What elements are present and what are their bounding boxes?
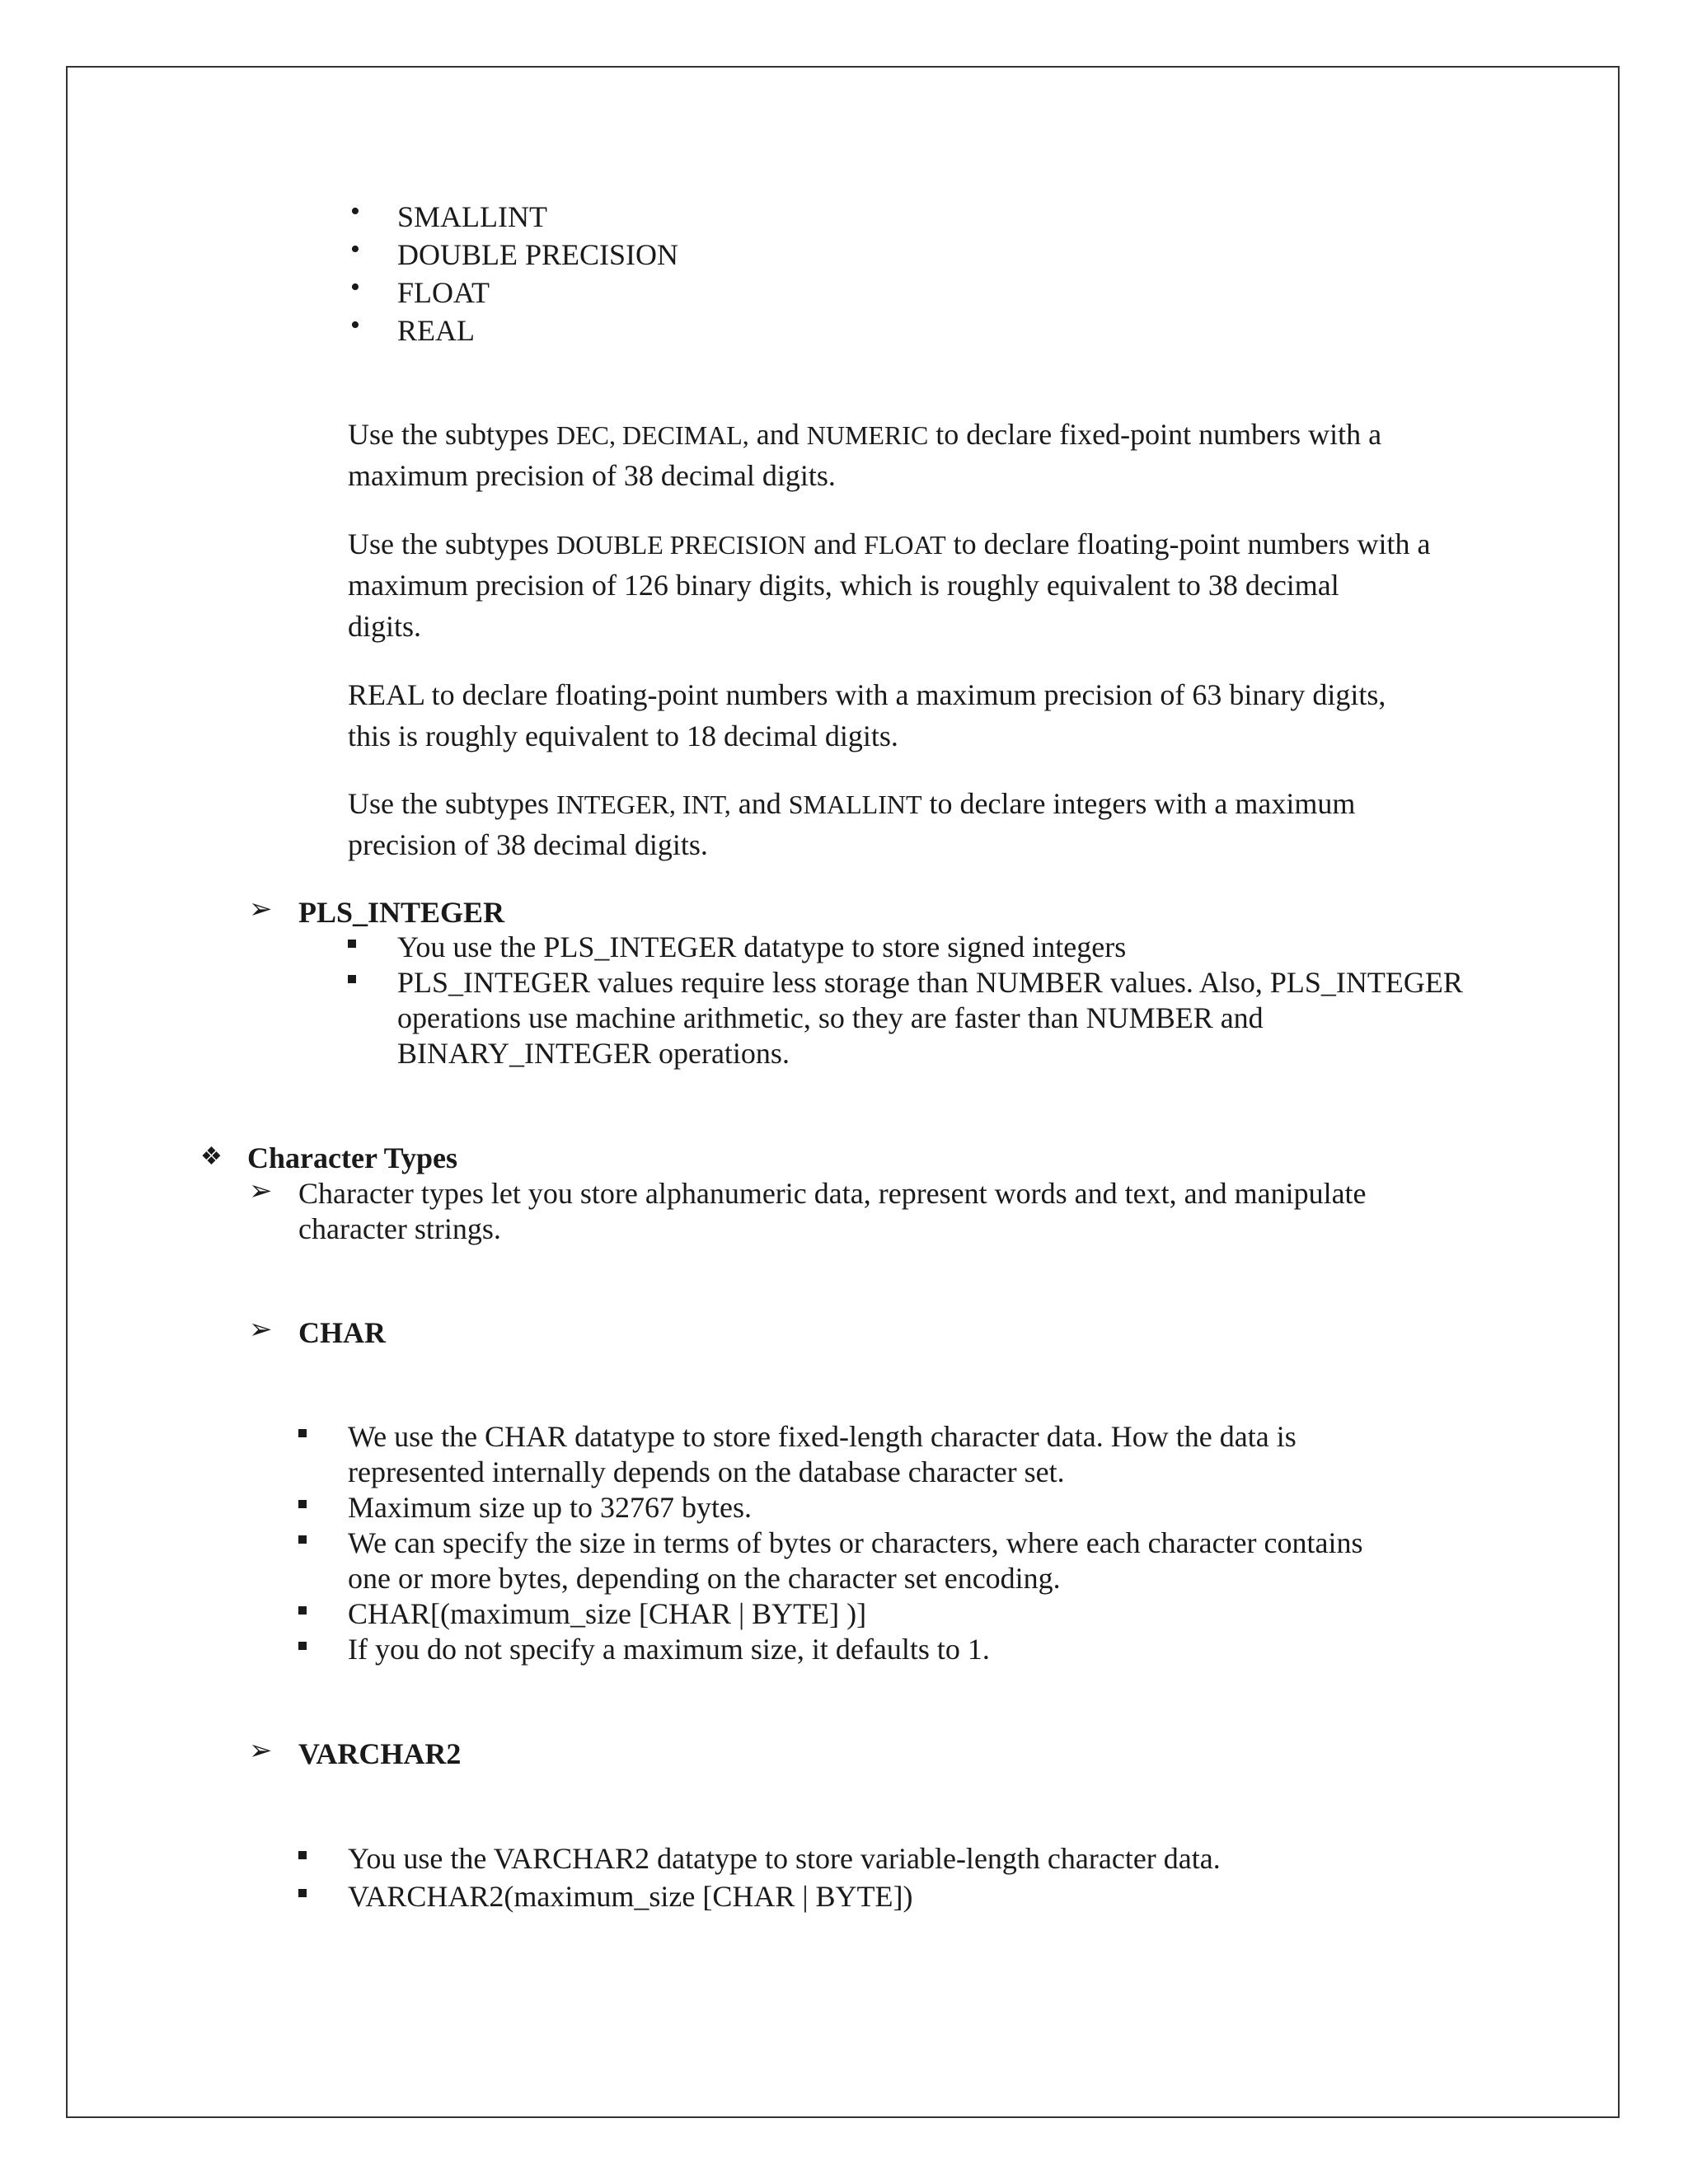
intro-text: Character types let you store alphanumeric data, represent words and text, and manipulate xyxy=(298,1177,1367,1210)
square-bullet-icon xyxy=(298,1427,315,1443)
list-item-continuation: BINARY_INTEGER operations. xyxy=(397,1037,790,1070)
text-run: Use the subtypes xyxy=(348,787,556,820)
list-item-continuation: one or more bytes, depending on the character set encoding. xyxy=(348,1562,1061,1595)
list-item: PLS_INTEGER values require less storage than NUMBER values. Also, PLS_INTEGER xyxy=(397,966,1463,999)
square-bullet-icon xyxy=(298,1886,315,1903)
arrow-bullet-icon: ➢ xyxy=(249,894,273,925)
list-item-continuation: operations use machine arithmetic, so they are faster than NUMBER and xyxy=(397,1001,1264,1034)
text-line: REAL to declare floating-point numbers with a maximum precision of 63 binary digits, xyxy=(348,678,1386,711)
diamond-bullet-icon: ❖ xyxy=(200,1143,223,1170)
list-item: DOUBLE PRECISION xyxy=(397,238,679,271)
text-run: to declare fixed-point numbers with a xyxy=(928,418,1382,451)
text-run: SMALLINT xyxy=(788,790,922,819)
bullet-dot-icon: • xyxy=(350,196,360,227)
bullet-dot-icon: • xyxy=(350,272,360,302)
text-run: to declare floating-point numbers with a xyxy=(945,527,1431,560)
text-run: DEC, DECIMAL, xyxy=(556,420,749,450)
text-run: and xyxy=(806,527,865,560)
list-item: FLOAT xyxy=(397,276,490,309)
text-run: FLOAT xyxy=(864,530,946,560)
text-run: and xyxy=(730,787,789,820)
text-run: NUMERIC xyxy=(806,420,929,450)
bullet-dot-icon: • xyxy=(350,310,360,340)
text-line: precision of 38 decimal digits. xyxy=(348,828,708,861)
list-item: You use the VARCHAR2 datatype to store variable-length character data. xyxy=(348,1842,1221,1875)
square-bullet-icon xyxy=(298,1849,315,1865)
list-item: SMALLINT xyxy=(397,200,547,233)
square-bullet-icon xyxy=(298,1604,315,1620)
section-heading: VARCHAR2 xyxy=(298,1737,462,1770)
text-run: Use the subtypes xyxy=(348,418,556,451)
text-line: maximum precision of 38 decimal digits. xyxy=(348,459,836,492)
text-line: maximum precision of 126 binary digits, which is roughly equivalent to 38 decimal xyxy=(348,569,1339,602)
text-line: digits. xyxy=(348,610,422,643)
text-run: DOUBLE PRECISION xyxy=(556,530,807,560)
square-bullet-icon xyxy=(298,1497,315,1514)
square-bullet-icon xyxy=(298,1533,315,1549)
list-item: CHAR[(maximum_size [CHAR | BYTE] )] xyxy=(348,1597,867,1630)
bullet-dot-icon: • xyxy=(350,234,360,265)
list-item: REAL xyxy=(397,314,475,347)
list-item: We can specify the size in terms of bytes or characters, where each character contains xyxy=(348,1526,1363,1559)
intro-text: character strings. xyxy=(298,1212,501,1245)
square-bullet-icon xyxy=(348,937,364,954)
text-run: to declare integers with a maximum xyxy=(921,787,1356,820)
square-bullet-icon xyxy=(348,972,364,989)
section-heading: PLS_INTEGER xyxy=(298,896,505,929)
arrow-bullet-icon: ➢ xyxy=(249,1176,273,1207)
square-bullet-icon xyxy=(298,1639,315,1656)
list-item: If you do not specify a maximum size, it defaults to 1. xyxy=(348,1633,990,1666)
list-item: We use the CHAR datatype to store fixed-length character data. How the data is xyxy=(348,1420,1296,1453)
text-line: this is roughly equivalent to 18 decimal digits. xyxy=(348,719,898,752)
list-item-continuation: represented internally depends on the database character set. xyxy=(348,1455,1065,1488)
text-run: Use the subtypes xyxy=(348,527,556,560)
page-border xyxy=(66,66,1620,2118)
section-heading: CHAR xyxy=(298,1316,386,1349)
arrow-bullet-icon: ➢ xyxy=(249,1736,273,1766)
text-run: and xyxy=(748,418,807,451)
list-item: VARCHAR2(maximum_size [CHAR | BYTE]) xyxy=(348,1880,913,1913)
list-item: Maximum size up to 32767 bytes. xyxy=(348,1491,752,1524)
section-heading: Character Types xyxy=(247,1141,457,1174)
text-run: INTEGER, INT, xyxy=(556,790,731,819)
arrow-bullet-icon: ➢ xyxy=(249,1315,273,1345)
list-item: You use the PLS_INTEGER datatype to store signed integers xyxy=(397,930,1127,963)
